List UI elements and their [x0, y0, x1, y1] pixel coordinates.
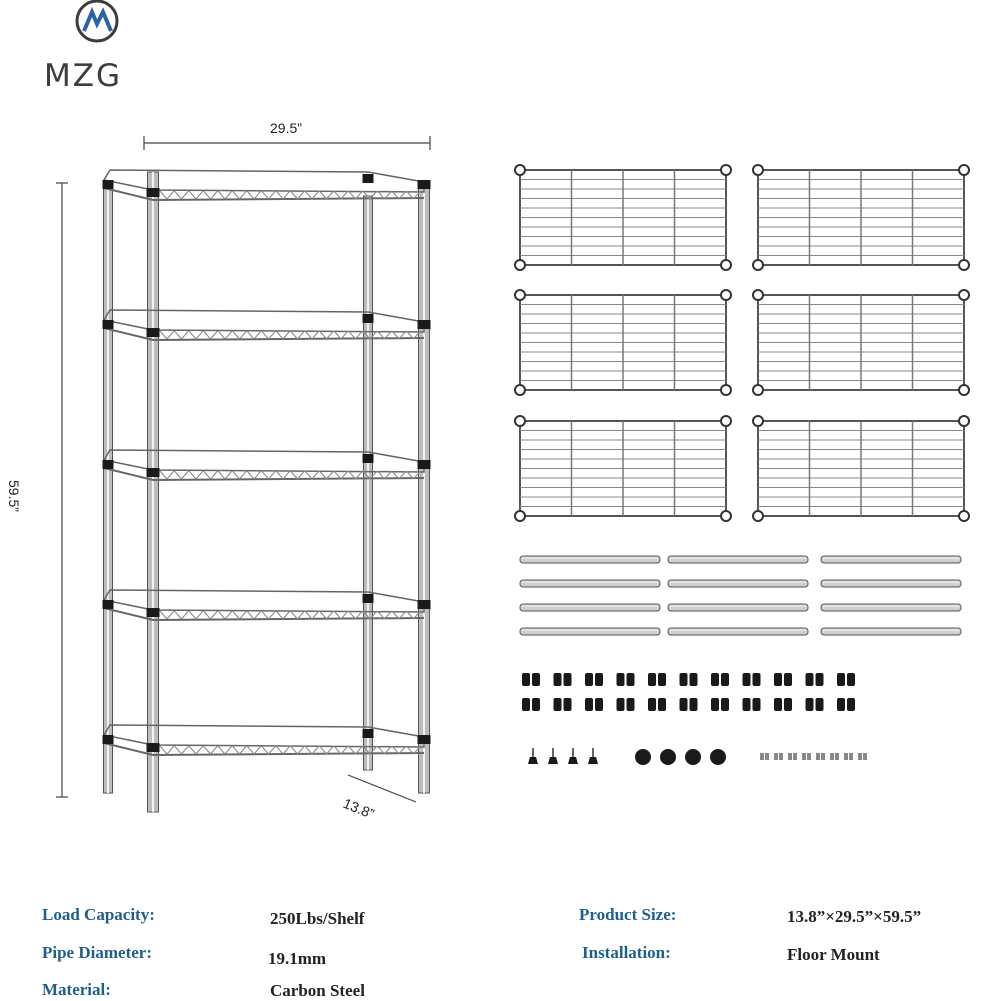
clip — [807, 753, 811, 760]
sleeve — [522, 673, 530, 686]
sleeve — [784, 698, 792, 711]
sleeve — [658, 698, 666, 711]
shelf-panel — [753, 290, 969, 395]
clip — [802, 753, 806, 760]
sleeve — [847, 673, 855, 686]
sleeve — [784, 673, 792, 686]
pole-segment — [668, 580, 808, 587]
sleeve — [617, 673, 625, 686]
pole-segment — [520, 580, 660, 587]
sleeve — [680, 673, 688, 686]
pole-segment — [668, 556, 808, 563]
leveling-foot — [528, 748, 538, 764]
clip — [793, 753, 797, 760]
sleeve — [532, 673, 540, 686]
end-cap — [635, 749, 651, 765]
sleeve — [627, 698, 635, 711]
end-cap — [710, 749, 726, 765]
sleeve — [847, 698, 855, 711]
plastic-sleeves — [522, 673, 855, 711]
clip — [779, 753, 783, 760]
pole-segment — [821, 580, 961, 587]
sleeve — [806, 673, 814, 686]
sleeve — [554, 673, 562, 686]
installation-value: Floor Mount — [787, 945, 880, 964]
pole-segment — [668, 628, 808, 635]
sleeve — [564, 673, 572, 686]
leveling-feet — [528, 748, 598, 764]
clip — [835, 753, 839, 760]
sleeve — [816, 698, 824, 711]
sleeve — [627, 673, 635, 686]
clip-hardware — [760, 753, 867, 760]
sleeve — [522, 698, 530, 711]
sleeve — [690, 698, 698, 711]
sleeve — [617, 698, 625, 711]
load-capacity-value: 250Lbs/Shelf — [270, 909, 365, 928]
sleeve — [774, 673, 782, 686]
pole-segment — [520, 556, 660, 563]
shelf-panel — [753, 165, 969, 270]
brand-logo-icon — [77, 1, 117, 41]
clip — [821, 753, 825, 760]
height-label: 59.5” — [6, 480, 22, 512]
pipe-diameter-value: 19.1mm — [268, 949, 327, 968]
sleeve — [532, 698, 540, 711]
product-size-value: 13.8”×29.5”×59.5” — [787, 907, 922, 926]
shelving-unit-illustration — [103, 170, 431, 812]
depth-dimension-line — [348, 775, 416, 802]
clip — [849, 753, 853, 760]
leveling-foot — [548, 748, 558, 764]
shelf-panels — [515, 165, 969, 521]
product-size-label: Product Size: — [579, 905, 677, 924]
clip — [863, 753, 867, 760]
end-cap — [685, 749, 701, 765]
end-cap — [660, 749, 676, 765]
load-capacity-label: Load Capacity: — [42, 905, 155, 924]
sleeve — [743, 673, 751, 686]
sleeve — [564, 698, 572, 711]
clip — [760, 753, 764, 760]
sleeve — [837, 698, 845, 711]
shelf-panel — [515, 290, 731, 395]
width-label: 29.5” — [270, 120, 302, 136]
clip — [774, 753, 778, 760]
shelf-panel — [753, 416, 969, 521]
sleeve — [806, 698, 814, 711]
sleeve — [595, 698, 603, 711]
clip — [765, 753, 769, 760]
sleeve — [774, 698, 782, 711]
leveling-foot — [568, 748, 578, 764]
sleeve — [690, 673, 698, 686]
brand-name: MZG — [44, 58, 123, 94]
sleeve — [753, 698, 761, 711]
clip — [830, 753, 834, 760]
clip — [844, 753, 848, 760]
leveling-foot — [588, 748, 598, 764]
clip — [788, 753, 792, 760]
clip — [816, 753, 820, 760]
sleeve — [721, 698, 729, 711]
width-dimension-line — [144, 136, 430, 150]
pole-segment — [821, 556, 961, 563]
sleeve — [753, 673, 761, 686]
height-dimension-line — [56, 183, 68, 797]
material-value: Carbon Steel — [270, 981, 365, 1000]
pole-segment — [520, 604, 660, 611]
sleeve — [680, 698, 688, 711]
pole-segment — [668, 604, 808, 611]
sleeve — [595, 673, 603, 686]
pole-segment — [520, 628, 660, 635]
pole-segments — [520, 556, 961, 635]
pole-segment — [821, 628, 961, 635]
sleeve — [711, 673, 719, 686]
depth-label: 13.8” — [341, 795, 377, 822]
sleeve — [721, 673, 729, 686]
sleeve — [816, 673, 824, 686]
installation-label: Installation: — [582, 943, 671, 962]
sleeve — [648, 673, 656, 686]
sleeve — [585, 698, 593, 711]
sleeve — [648, 698, 656, 711]
pole-segment — [821, 604, 961, 611]
sleeve — [743, 698, 751, 711]
sleeve — [658, 673, 666, 686]
sleeve — [554, 698, 562, 711]
shelf-panel — [515, 416, 731, 521]
sleeve — [837, 673, 845, 686]
clip — [858, 753, 862, 760]
sleeve — [711, 698, 719, 711]
shelf-panel — [515, 165, 731, 270]
sleeve — [585, 673, 593, 686]
pipe-diameter-label: Pipe Diameter: — [42, 943, 152, 962]
material-label: Material: — [42, 980, 111, 999]
end-caps — [635, 749, 726, 765]
